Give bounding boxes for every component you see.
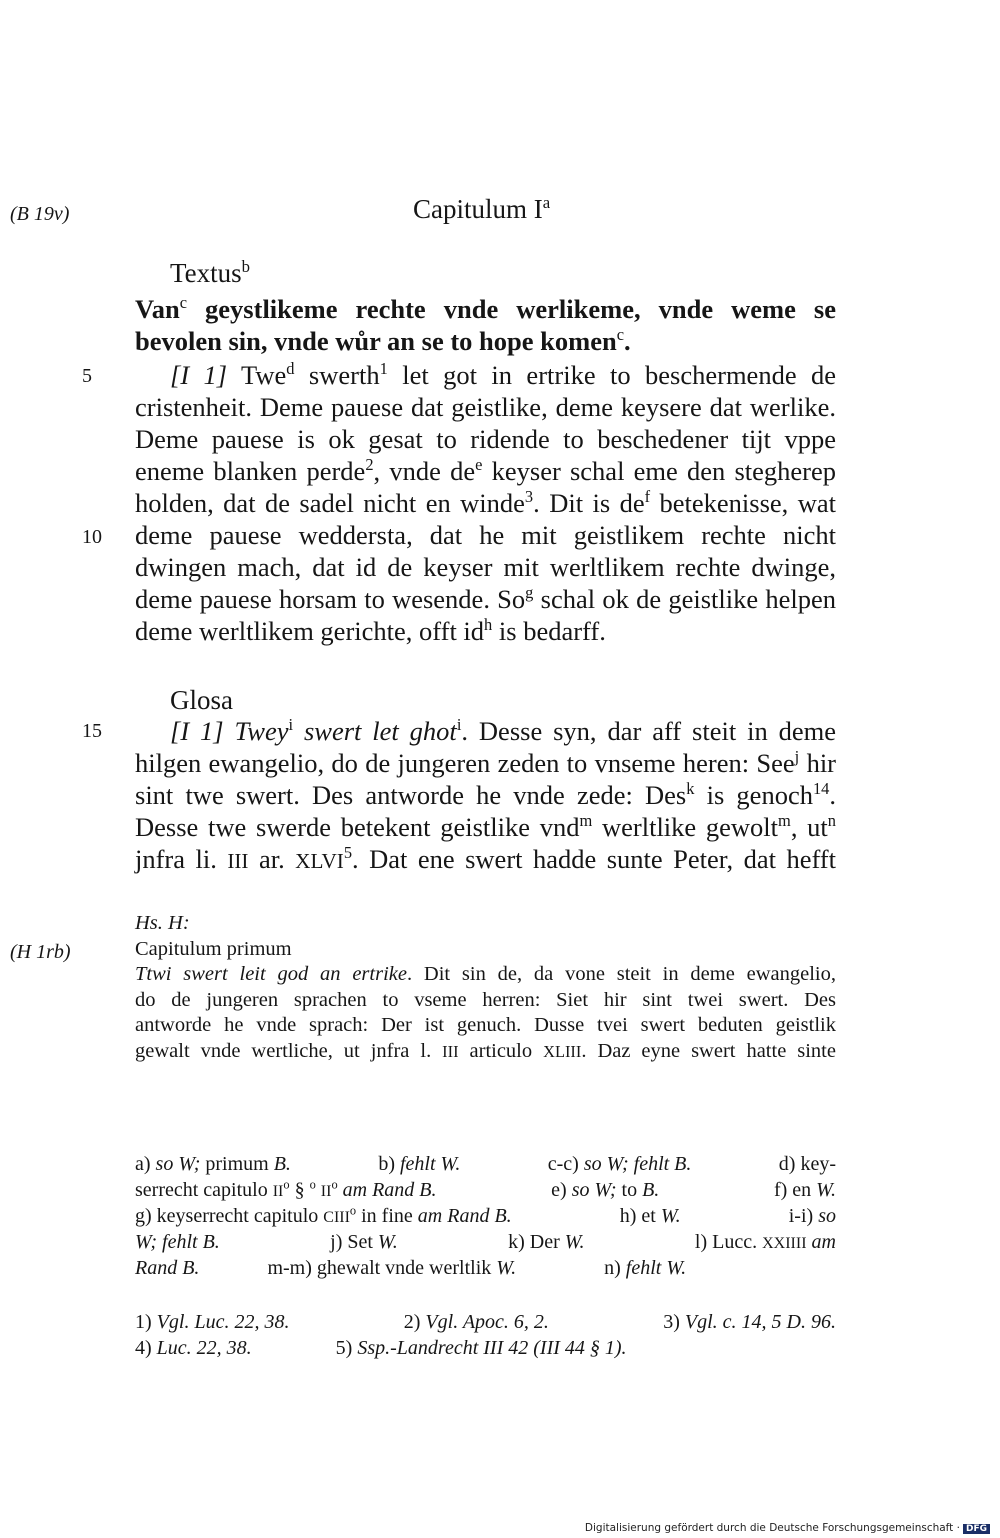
note-italic: so W; xyxy=(571,1179,617,1201)
credit-text: Digitalisierung gefördert durch die Deutsche Forschungsgemeinschaft · xyxy=(584,1522,960,1534)
text-line-10: deme pauese weddersta, dat he mit geistlikem rechte nicht xyxy=(135,520,836,550)
note-text: to xyxy=(616,1179,643,1201)
glosa-line-18 xyxy=(135,811,836,843)
source-note-2 xyxy=(404,1309,549,1335)
superscript: o xyxy=(283,1177,290,1192)
text-run: keyser schal eme den stegherep xyxy=(482,456,837,486)
note-italic: Vgl. Luc. 22, 38. xyxy=(156,1311,290,1333)
note-g xyxy=(135,1203,512,1229)
note-text: g) keyserrecht capitulo xyxy=(135,1205,324,1227)
note-text: n) xyxy=(604,1257,626,1279)
apparatus-notes xyxy=(135,1151,836,1281)
superscript: o xyxy=(331,1177,338,1192)
footnote-mark: g xyxy=(525,583,534,603)
superscript: o xyxy=(309,1177,316,1192)
note-text: l) Lucc. xyxy=(694,1231,763,1253)
text-run: . xyxy=(829,780,836,810)
text-run: Desse twe swerde betekent geistlike vnd xyxy=(135,812,580,842)
line-number-5: 5 xyxy=(82,365,92,387)
text-run: deme werltlikem gerichte, offt id xyxy=(135,616,485,646)
chapter-heading xyxy=(413,194,550,225)
note-d: d) key- xyxy=(778,1153,836,1175)
note-text: serrecht capitulo xyxy=(135,1179,273,1201)
note-text: i-i) xyxy=(788,1205,819,1227)
line-number-10: 10 xyxy=(82,526,102,548)
note-italic: so W; xyxy=(155,1153,201,1175)
footnote-mark: h xyxy=(484,615,493,635)
hs-line-1 xyxy=(135,962,836,988)
note-i-cont: W; fehlt B. xyxy=(135,1231,220,1253)
glosa-line-17 xyxy=(135,779,836,811)
note-a xyxy=(135,1151,291,1177)
note-italic: B. xyxy=(273,1153,291,1175)
note-italic: am Rand B. xyxy=(417,1205,512,1227)
text-line-9 xyxy=(135,487,836,519)
small-caps: XLVI xyxy=(295,849,344,873)
note-text: a) xyxy=(135,1153,156,1175)
footnote-mark: m xyxy=(579,811,593,831)
lemma: Ttwi swert leit god an ertrike xyxy=(135,963,407,985)
text-line-6: cristenheit. Deme pauese dat geistlike, deme keysere dat werlike. xyxy=(135,392,836,422)
text-run: , vnde de xyxy=(373,456,476,486)
text-run: is genoch xyxy=(694,780,813,810)
text-run: holden, dat de sadel nicht en winde xyxy=(135,488,525,518)
source-row-1 xyxy=(135,1309,836,1335)
text-run: gewalt vnde wertliche, ut jnfra l. xyxy=(135,1039,443,1062)
footnote-mark: 14 xyxy=(812,779,830,799)
note-text: h) et xyxy=(619,1205,661,1227)
note-text: e) xyxy=(551,1179,572,1201)
note-j xyxy=(330,1229,398,1255)
text-line-13 xyxy=(135,615,836,647)
glosa-label: Glosa xyxy=(170,685,233,715)
small-caps: II xyxy=(320,1183,332,1200)
note-italic: W. xyxy=(496,1257,517,1279)
note-italic: W. xyxy=(816,1179,836,1201)
apparatus-row-2 xyxy=(135,1177,836,1203)
text-line-11: dwingen mach, dat id de keyser mit werltlikem rechte dwinge, xyxy=(135,552,836,582)
footnote-mark: n xyxy=(827,811,836,831)
text-run: jnfra li. xyxy=(135,844,228,874)
note-italic: Ssp.-Landrecht III 42 (III 44 § 1). xyxy=(357,1337,627,1359)
note-italic: am Rand B. xyxy=(342,1179,437,1201)
note-italic: Vgl. c. 14, 5 D. 96. xyxy=(684,1311,836,1333)
text-run: . Desse syn, dar aff steit in deme xyxy=(461,716,836,746)
note-italic: W. xyxy=(377,1231,398,1253)
text-run: . Dit sin de, da vone steit in deme ewangelio, xyxy=(406,963,836,985)
rubric-line-1 xyxy=(135,293,836,325)
note-text: 4) xyxy=(135,1337,157,1359)
footnote-mark: b xyxy=(241,257,250,276)
hs-line-2: do de jungeren sprachen to vseme herren: Siet hir sint twei swert. Des xyxy=(135,988,836,1011)
note-text: m-m) ghewalt vnde werltlik xyxy=(267,1257,497,1279)
glosa-line-16 xyxy=(135,747,836,779)
note-italic: so xyxy=(818,1205,836,1227)
note-italic: B. xyxy=(642,1179,660,1201)
footnote-mark: f xyxy=(644,487,651,507)
small-caps: III xyxy=(227,849,249,873)
small-caps: XLIII xyxy=(543,1041,582,1061)
text-run: deme pauese horsam to wesende. So xyxy=(135,584,526,614)
note-italic: fehlt W. xyxy=(399,1153,461,1175)
footnote-mark: 5 xyxy=(343,843,353,863)
text-run: schal ok de geistlike helpen xyxy=(533,584,836,614)
note-italic: W. xyxy=(564,1231,585,1253)
note-text: j) Set xyxy=(330,1231,378,1253)
note-text: primum xyxy=(200,1153,274,1175)
footnote-mark: i xyxy=(288,715,294,735)
line-number-15: 15 xyxy=(82,720,102,742)
text-run: hir xyxy=(799,748,837,778)
text-run: hilgen ewangelio, do de jungeren zeden to vnseme heren: See xyxy=(135,748,795,778)
rubric-text: bevolen sin, vnde wůr an se to hope komen xyxy=(135,326,617,356)
text-run: . Daz eyne swert hatte sinte xyxy=(581,1039,836,1062)
note-l xyxy=(695,1229,836,1255)
main-text xyxy=(135,359,836,647)
hs-line-4 xyxy=(135,1039,836,1065)
note-n xyxy=(604,1257,686,1279)
apparatus-row-5 xyxy=(135,1255,836,1281)
small-caps: XXIIII xyxy=(762,1235,807,1252)
text-run: articulo xyxy=(458,1039,544,1062)
note-h xyxy=(620,1203,681,1229)
digitization-credit xyxy=(585,1522,990,1534)
apparatus-row-1 xyxy=(135,1151,836,1177)
note-m xyxy=(267,1257,516,1279)
text-run: werltlike gewolt xyxy=(592,812,779,842)
text-run: Twe xyxy=(227,360,287,390)
text-line-5 xyxy=(135,359,836,391)
footnote-mark: k xyxy=(686,779,695,799)
rubric-line-2 xyxy=(135,325,836,357)
text-run: let got in ertrike to beschermende de xyxy=(387,360,837,390)
note-italic: Vgl. Apoc. 6, 2. xyxy=(425,1311,549,1333)
source-row-2 xyxy=(135,1335,836,1361)
textus-text: Textus xyxy=(170,258,242,288)
footnote-mark: c xyxy=(179,293,187,313)
footnote-mark: e xyxy=(475,455,483,475)
hs-h-section xyxy=(135,911,836,1064)
note-text: § xyxy=(289,1179,310,1201)
text-line-8 xyxy=(135,455,836,487)
source-note-4 xyxy=(135,1337,252,1359)
rubric xyxy=(135,293,836,357)
text-run: is bedarff. xyxy=(492,616,606,646)
glosa-line-19 xyxy=(135,843,836,875)
note-italic: W. xyxy=(660,1205,681,1227)
note-italic: Luc. 22, 38. xyxy=(156,1337,252,1359)
note-b xyxy=(378,1151,460,1177)
text-run: ar. xyxy=(248,844,296,874)
text-run: . Dit is de xyxy=(533,488,645,518)
footnote-mark: a xyxy=(542,193,551,212)
verse-ref: [I 1] xyxy=(170,716,224,746)
small-caps: III xyxy=(442,1041,459,1061)
dfg-logo: DFG xyxy=(963,1524,990,1534)
hs-label: Hs. H: xyxy=(135,912,190,934)
footnote-mark: 3 xyxy=(524,487,534,507)
small-caps: II xyxy=(272,1183,284,1200)
note-text: 3) xyxy=(663,1311,685,1333)
footnote-mark: m xyxy=(778,811,791,831)
lemma: swert let ghot xyxy=(293,716,457,746)
verse-ref: [I 1] xyxy=(170,360,228,390)
superscript: o xyxy=(349,1203,357,1218)
footnote-mark: 2 xyxy=(365,455,374,475)
text-run: , ut xyxy=(790,812,828,842)
textus-label xyxy=(170,258,250,289)
note-text: in fine xyxy=(356,1205,418,1227)
text-line-7: Deme pauese is ok gesat to ridende to beschedener tijt vppe xyxy=(135,424,836,454)
hs-line-3: antworde he vnde sprach: Der ist genuch. Dusse tvei swert beduten geistlik xyxy=(135,1014,836,1036)
note-text: c-c) xyxy=(547,1153,584,1175)
text-run: sint twe swert. Des antworde he vnde zede: Des xyxy=(135,780,687,810)
margin-note-h: (H 1rb) xyxy=(10,941,71,963)
note-text: b) xyxy=(378,1153,400,1175)
note-k xyxy=(508,1229,584,1255)
rubric-text: geystlikeme rechte vnde werlikeme, vnde weme se xyxy=(205,294,837,324)
note-text: 2) xyxy=(403,1311,426,1333)
note-e xyxy=(551,1177,659,1203)
note-italic: so W; fehlt B. xyxy=(583,1153,692,1175)
footnote-mark: j xyxy=(794,747,800,767)
footnote-mark: d xyxy=(286,359,295,379)
note-f xyxy=(774,1177,836,1203)
note-italic: fehlt W. xyxy=(625,1257,687,1279)
source-notes xyxy=(135,1309,836,1361)
margin-note-b: (B 19v) xyxy=(10,203,70,225)
text-run: eneme blanken perde xyxy=(135,456,366,486)
chapter-title: Capitulum I xyxy=(413,194,543,224)
glosa-line-15 xyxy=(135,715,836,747)
footnote-mark: c xyxy=(616,325,625,345)
apparatus-row-3 xyxy=(135,1203,836,1229)
text-run: betekenisse, wat xyxy=(650,488,836,518)
note-l-cont: Rand B. xyxy=(135,1257,200,1279)
text-line-12 xyxy=(135,583,836,615)
footnote-mark: i xyxy=(456,715,462,735)
note-i xyxy=(789,1203,836,1229)
text-run: swerth xyxy=(294,360,380,390)
note-d-cont xyxy=(135,1177,437,1203)
glosa-text xyxy=(135,715,836,875)
apparatus-row-4 xyxy=(135,1229,836,1255)
source-note-3 xyxy=(663,1309,836,1335)
rubric-word: Van xyxy=(135,294,180,324)
note-text: 5) xyxy=(335,1337,358,1359)
note-text: f) en xyxy=(773,1179,817,1201)
source-note-5 xyxy=(336,1337,627,1359)
note-text: 1) xyxy=(135,1311,157,1333)
note-italic: am xyxy=(806,1231,836,1253)
text-run: . Dat ene swert hadde sunte Peter, dat hefft xyxy=(352,844,836,874)
note-c xyxy=(548,1151,692,1177)
source-note-1 xyxy=(135,1309,289,1335)
hs-title: Capitulum primum xyxy=(135,937,292,960)
rubric-punct: . xyxy=(624,326,631,356)
note-text: k) Der xyxy=(508,1231,565,1253)
footnote-mark: 1 xyxy=(379,359,388,379)
lemma: Twey xyxy=(223,716,289,746)
small-caps: CIII xyxy=(323,1209,350,1226)
